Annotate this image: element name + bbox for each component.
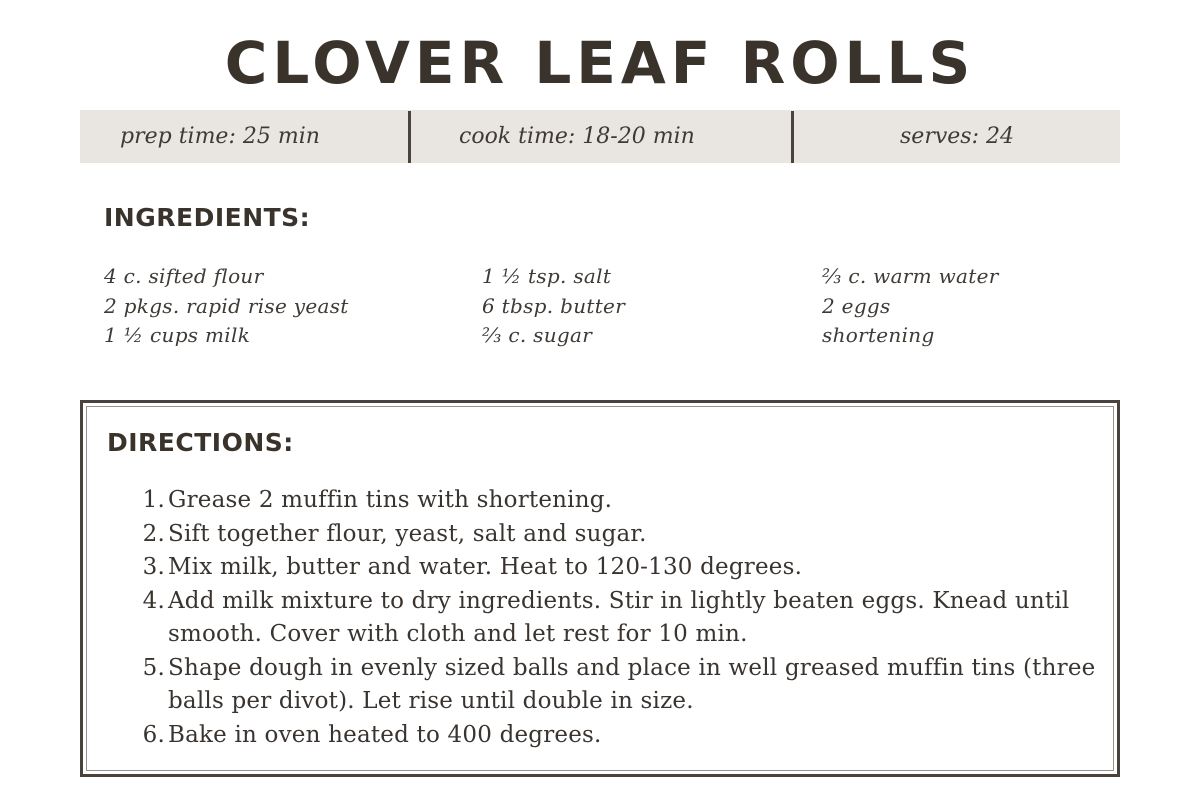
ingredient-item: ⅔ c. sugar: [482, 323, 593, 347]
direction-step: [138, 551, 1098, 585]
step-number: 2.: [142, 520, 165, 547]
step-text: Add milk mixture to dry ingredients. Stir in lightly beaten eggs. Knead until smooth. Cover with cloth and let rest for 10 min.: [168, 587, 1070, 647]
step-number: 5.: [142, 654, 165, 681]
direction-step: [138, 585, 1098, 652]
directions-heading: DIRECTIONS:: [107, 428, 294, 457]
serves: serves: 24: [900, 124, 1014, 149]
ingredients-column-2: [482, 262, 625, 351]
step-text: Bake in oven heated to 400 degrees.: [168, 721, 602, 748]
step-text: Shape dough in evenly sized balls and place in well greased muffin tins (three balls per divot). Let rise until double in size.: [168, 654, 1096, 714]
directions-list: [138, 484, 1098, 752]
step-number: 6.: [142, 721, 165, 748]
recipe-meta-bar: [80, 110, 1120, 163]
step-text: Grease 2 muffin tins with shortening.: [168, 487, 613, 513]
prep-time: prep time: 25 min: [120, 124, 320, 149]
step-number: 3.: [142, 554, 165, 580]
ingredients-column-1: [104, 262, 349, 351]
step-number: 4.: [142, 587, 165, 614]
direction-step: [138, 719, 1098, 753]
step-text: Mix milk, butter and water. Heat to 120-130 degrees.: [168, 554, 803, 580]
step-text: Sift together flour, yeast, salt and sugar.: [168, 520, 647, 547]
direction-step: [138, 652, 1098, 719]
direction-step: [138, 484, 1098, 518]
ingredients-heading: INGREDIENTS:: [104, 203, 311, 232]
cook-time: cook time: 18-20 min: [459, 124, 695, 149]
step-number: 1.: [142, 487, 165, 513]
ingredient-item: 6 tbsp. butter: [482, 293, 626, 318]
ingredient-item: 2 pkgs. rapid rise yeast: [104, 293, 349, 318]
ingredient-item: shortening: [822, 323, 935, 347]
direction-step: [138, 518, 1098, 552]
directions-box: [80, 400, 1120, 777]
recipe-title: CLOVER LEAF ROLLS: [224, 29, 976, 97]
ingredient-item: 4 c. sifted flour: [104, 264, 264, 288]
ingredient-item: ⅔ c. warm water: [822, 264, 999, 288]
ingredient-item: 1 ½ tsp. salt: [482, 264, 612, 288]
ingredient-item: 2 eggs: [822, 293, 891, 318]
ingredients-column-3: [822, 262, 999, 351]
ingredient-item: 1 ½ cups milk: [104, 323, 251, 347]
